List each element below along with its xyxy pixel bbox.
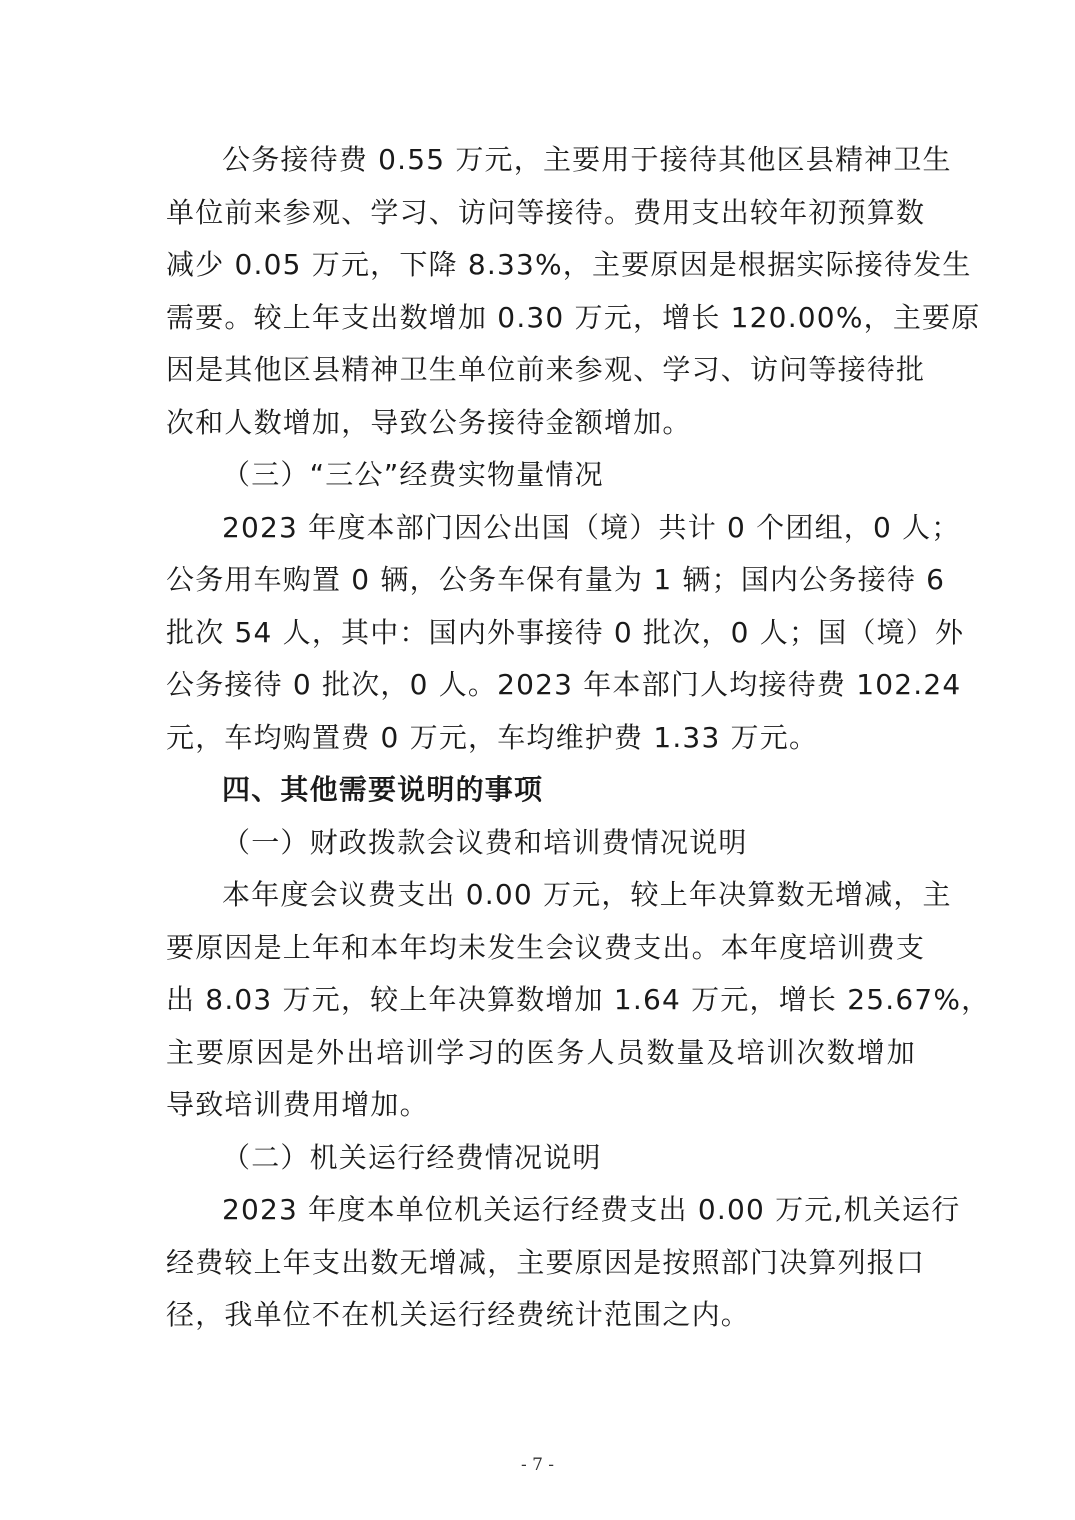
body-text	[166, 134, 991, 1342]
paragraph-line: 出 8.03 万元，较上年决算数增加 1.64 万元，增长 25.67%，	[166, 983, 991, 1016]
section-heading-4: 四、其他需要说明的事项	[222, 773, 544, 806]
subsection-heading-1: （一）财政拨款会议费和培训费情况说明	[222, 825, 748, 859]
subsection-heading-2: （二）机关运行经费情况说明	[222, 1140, 602, 1174]
paragraph-line: 因是其他区县精神卫生单位前来参观、学习、访问等接待批	[166, 353, 926, 386]
paragraph-line: 公务用车购置 0 辆，公务车保有量为 1 辆；国内公务接待 6	[166, 563, 946, 596]
paragraph-line: 要原因是上年和本年均未发生会议费支出。本年度培训费支	[166, 930, 926, 964]
paragraph-line: 需要。较上年支出数增加 0.30 万元，增长 120.00%，主要原	[166, 300, 981, 334]
section-heading-3: （三）“三公”经费实物量情况	[222, 458, 604, 491]
paragraph-line: 批次 54 人，其中：国内外事接待 0 批次，0 人；国（境）外	[166, 615, 965, 649]
paragraph-line: 单位前来参观、学习、访问等接待。费用支出较年初预算数	[166, 195, 926, 229]
paragraph-line: 公务接待 0 批次，0 人。2023 年本部门人均接待费 102.24	[166, 668, 962, 701]
page-number: - 7 -	[520, 1455, 555, 1475]
paragraph-line: 元，车均购置费 0 万元，车均维护费 1.33 万元。	[166, 720, 819, 754]
paragraph-line: 2023 年度本部门因公出国（境）共计 0 个团组，0 人；	[222, 510, 961, 544]
paragraph-line: 2023 年度本单位机关运行经费支出 0.00 万元,机关运行	[222, 1193, 961, 1226]
paragraph-line: 导致培训费用增加。	[166, 1088, 429, 1121]
paragraph-line: 公务接待费 0.55 万元，主要用于接待其他区县精神卫生	[222, 143, 952, 176]
paragraph-line: 经费较上年支出数无增减，主要原因是按照部门决算列报口	[166, 1245, 926, 1279]
paragraph-line: 减少 0.05 万元，下降 8.33%，主要原因是根据实际接待发生	[166, 248, 972, 281]
paragraph-line: 主要原因是外出培训学习的医务人员数量及培训次数增加	[166, 1035, 916, 1069]
paragraph-line: 本年度会议费支出 0.00 万元，较上年决算数无增减，主	[222, 878, 952, 911]
paragraph-line: 次和人数增加，导致公务接待金额增加。	[166, 405, 692, 439]
paragraph-line: 径，我单位不在机关运行经费统计范围之内。	[166, 1298, 751, 1331]
